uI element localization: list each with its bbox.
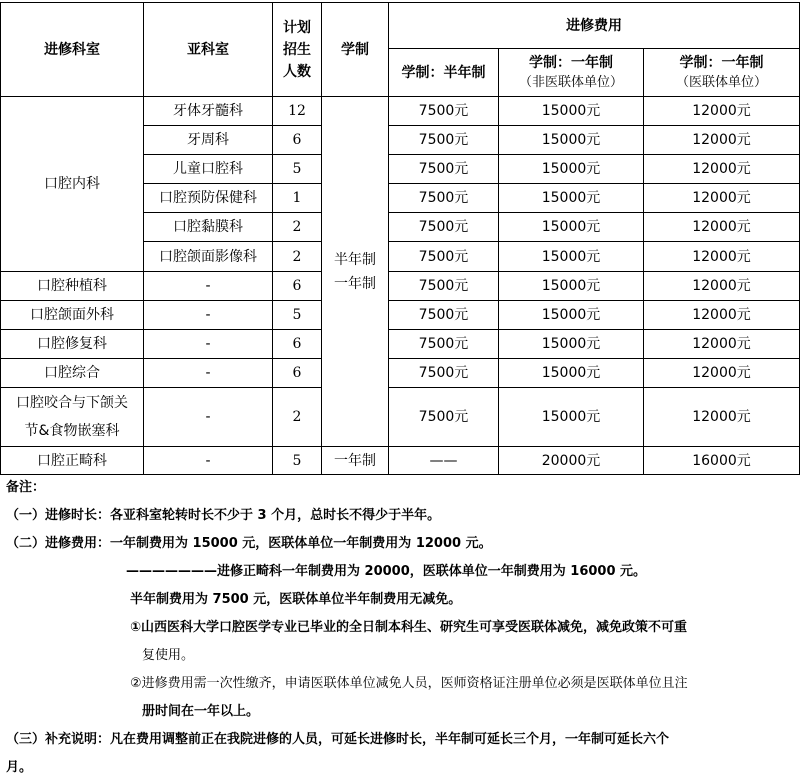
- header-fees: 进修费用: [389, 3, 800, 49]
- note-duration-text: 各亚科室轮转时长不少于 3 个月，总时长不得少于半年。: [110, 508, 441, 523]
- fee-year-non-cell: 15000元: [499, 272, 644, 301]
- header-system: 学制: [322, 3, 389, 97]
- fee-half-cell: 7500元: [389, 388, 499, 447]
- note-fees-line3: 半年制费用为 7500 元，医联体单位半年制费用无减免。: [130, 592, 462, 607]
- plan-cell: 5: [273, 447, 322, 475]
- fee-year-alliance-cell: 12000元: [644, 388, 800, 447]
- subdept-cell: -: [144, 301, 273, 330]
- dept-cell: 口腔咬合与下颌关节&食物嵌塞科: [1, 388, 144, 447]
- subdept-cell: 牙体牙髓科: [144, 97, 273, 126]
- table-row: [1, 272, 800, 301]
- fee-year-non-cell: 15000元: [499, 184, 644, 213]
- fee-half-cell: 7500元: [389, 272, 499, 301]
- table-row: [1, 359, 800, 388]
- fee-year-alliance-cell: 12000元: [644, 184, 800, 213]
- fee-year-non-cell: 15000元: [499, 388, 644, 447]
- fee-table: [0, 2, 800, 475]
- fee-year-alliance-cell: 12000元: [644, 242, 800, 272]
- fee-year-non-cell: 15000元: [499, 97, 644, 126]
- subdept-cell: 口腔黏膜科: [144, 213, 273, 242]
- plan-cell: 5: [273, 301, 322, 330]
- plan-cell: 1: [273, 184, 322, 213]
- dept-cell: 口腔种植科: [1, 272, 144, 301]
- header-fee-year-alliance: 学制：一年制 （医联体单位）: [644, 49, 800, 97]
- fee-year-alliance-cell: 12000元: [644, 213, 800, 242]
- dept-cell: 口腔综合: [1, 359, 144, 388]
- table-row: [1, 330, 800, 359]
- fee-year-alliance-cell: 16000元: [644, 447, 800, 475]
- header-subdept: 亚科室: [144, 3, 273, 97]
- plan-cell: 12: [273, 97, 322, 126]
- header-fee-year-non: 学制：一年制 （非医联体单位）: [499, 49, 644, 97]
- fee-half-cell: ——: [389, 447, 499, 475]
- plan-cell: 6: [273, 359, 322, 388]
- fee-half-cell: 7500元: [389, 301, 499, 330]
- note-fees-line7: 册时间在一年以上。: [142, 704, 260, 719]
- system-merged-cell: 半年制一年制: [322, 97, 389, 447]
- note-fees-line4: ①山西医科大学口腔医学专业已毕业的全日制本科生、研究生可享受医联体减免，减免政策不可重: [130, 620, 688, 635]
- dept-cell: 口腔修复科: [1, 330, 144, 359]
- fee-year-non-cell: 15000元: [499, 301, 644, 330]
- subdept-cell: -: [144, 447, 273, 475]
- notes-section: [6, 474, 796, 782]
- fee-half-cell: 7500元: [389, 330, 499, 359]
- subdept-cell: -: [144, 388, 273, 447]
- fee-half-cell: 7500元: [389, 155, 499, 184]
- note-duration-label: （一）进修时长：: [6, 508, 111, 523]
- note-supplement-text: 凡在费用调整前正在我院进修的人员，可延长进修时长，半年制可延长三个月，一年制可延长六个: [110, 732, 670, 747]
- header-plan: 计划招生人数: [273, 3, 322, 97]
- subdept-cell: 儿童口腔科: [144, 155, 273, 184]
- fee-half-cell: 7500元: [389, 213, 499, 242]
- subdept-cell: 牙周科: [144, 126, 273, 155]
- header-dept: 进修科室: [1, 3, 144, 97]
- subdept-cell: -: [144, 330, 273, 359]
- system-cell: 一年制: [322, 447, 389, 475]
- fee-year-alliance-cell: 12000元: [644, 272, 800, 301]
- fee-year-non-cell: 15000元: [499, 155, 644, 184]
- fee-half-cell: 7500元: [389, 359, 499, 388]
- table-row: [1, 97, 800, 126]
- dept-cell: 口腔内科: [1, 97, 144, 272]
- plan-cell: 2: [273, 242, 322, 272]
- fee-half-cell: 7500元: [389, 184, 499, 213]
- note-fees-line6: ②进修费用需一次性缴齐，申请医联体单位减免人员，医师资格证注册单位必须是医联体单位且注: [130, 676, 688, 691]
- note-fees-line5: 复使用。: [142, 648, 195, 663]
- notes-title: 备注：: [6, 480, 46, 495]
- note-supplement-text2: 月。: [6, 760, 33, 775]
- plan-cell: 5: [273, 155, 322, 184]
- fee-year-non-cell: 15000元: [499, 126, 644, 155]
- note-supplement: [6, 726, 796, 754]
- plan-cell: 6: [273, 126, 322, 155]
- note-fees-label: （二）进修费用：: [6, 536, 111, 551]
- note-duration: [6, 502, 796, 530]
- fee-year-non-cell: 20000元: [499, 447, 644, 475]
- fee-year-non-cell: 15000元: [499, 359, 644, 388]
- table-row: [1, 301, 800, 330]
- dept-cell: 口腔颌面外科: [1, 301, 144, 330]
- subdept-cell: 口腔颌面影像科: [144, 242, 273, 272]
- plan-cell: 2: [273, 388, 322, 447]
- plan-cell: 6: [273, 272, 322, 301]
- table-row: [1, 447, 800, 475]
- fee-half-cell: 7500元: [389, 97, 499, 126]
- fee-year-non-cell: 15000元: [499, 242, 644, 272]
- fee-year-alliance-cell: 12000元: [644, 359, 800, 388]
- subdept-cell: 口腔预防保健科: [144, 184, 273, 213]
- header-fee-half: 学制：半年制: [389, 49, 499, 97]
- dept-cell: 口腔正畸科: [1, 447, 144, 475]
- note-supplement-label: （三）补充说明：: [6, 732, 111, 747]
- note-fees-line2: ———————进修正畸科一年制费用为 20000，医联体单位一年制费用为 16000 元。: [126, 564, 647, 579]
- note-fees-line1: 一年制费用为 15000 元，医联体单位一年制费用为 12000 元。: [110, 536, 492, 551]
- fee-year-alliance-cell: 12000元: [644, 155, 800, 184]
- fee-half-cell: 7500元: [389, 242, 499, 272]
- fee-year-non-cell: 15000元: [499, 330, 644, 359]
- table-row: [1, 388, 800, 447]
- fee-half-cell: 7500元: [389, 126, 499, 155]
- fee-year-alliance-cell: 12000元: [644, 126, 800, 155]
- fee-year-non-cell: 15000元: [499, 213, 644, 242]
- subdept-cell: -: [144, 272, 273, 301]
- fee-year-alliance-cell: 12000元: [644, 97, 800, 126]
- fee-year-alliance-cell: 12000元: [644, 301, 800, 330]
- subdept-cell: -: [144, 359, 273, 388]
- fee-year-alliance-cell: 12000元: [644, 330, 800, 359]
- plan-cell: 6: [273, 330, 322, 359]
- note-fees: [6, 530, 796, 558]
- plan-cell: 2: [273, 213, 322, 242]
